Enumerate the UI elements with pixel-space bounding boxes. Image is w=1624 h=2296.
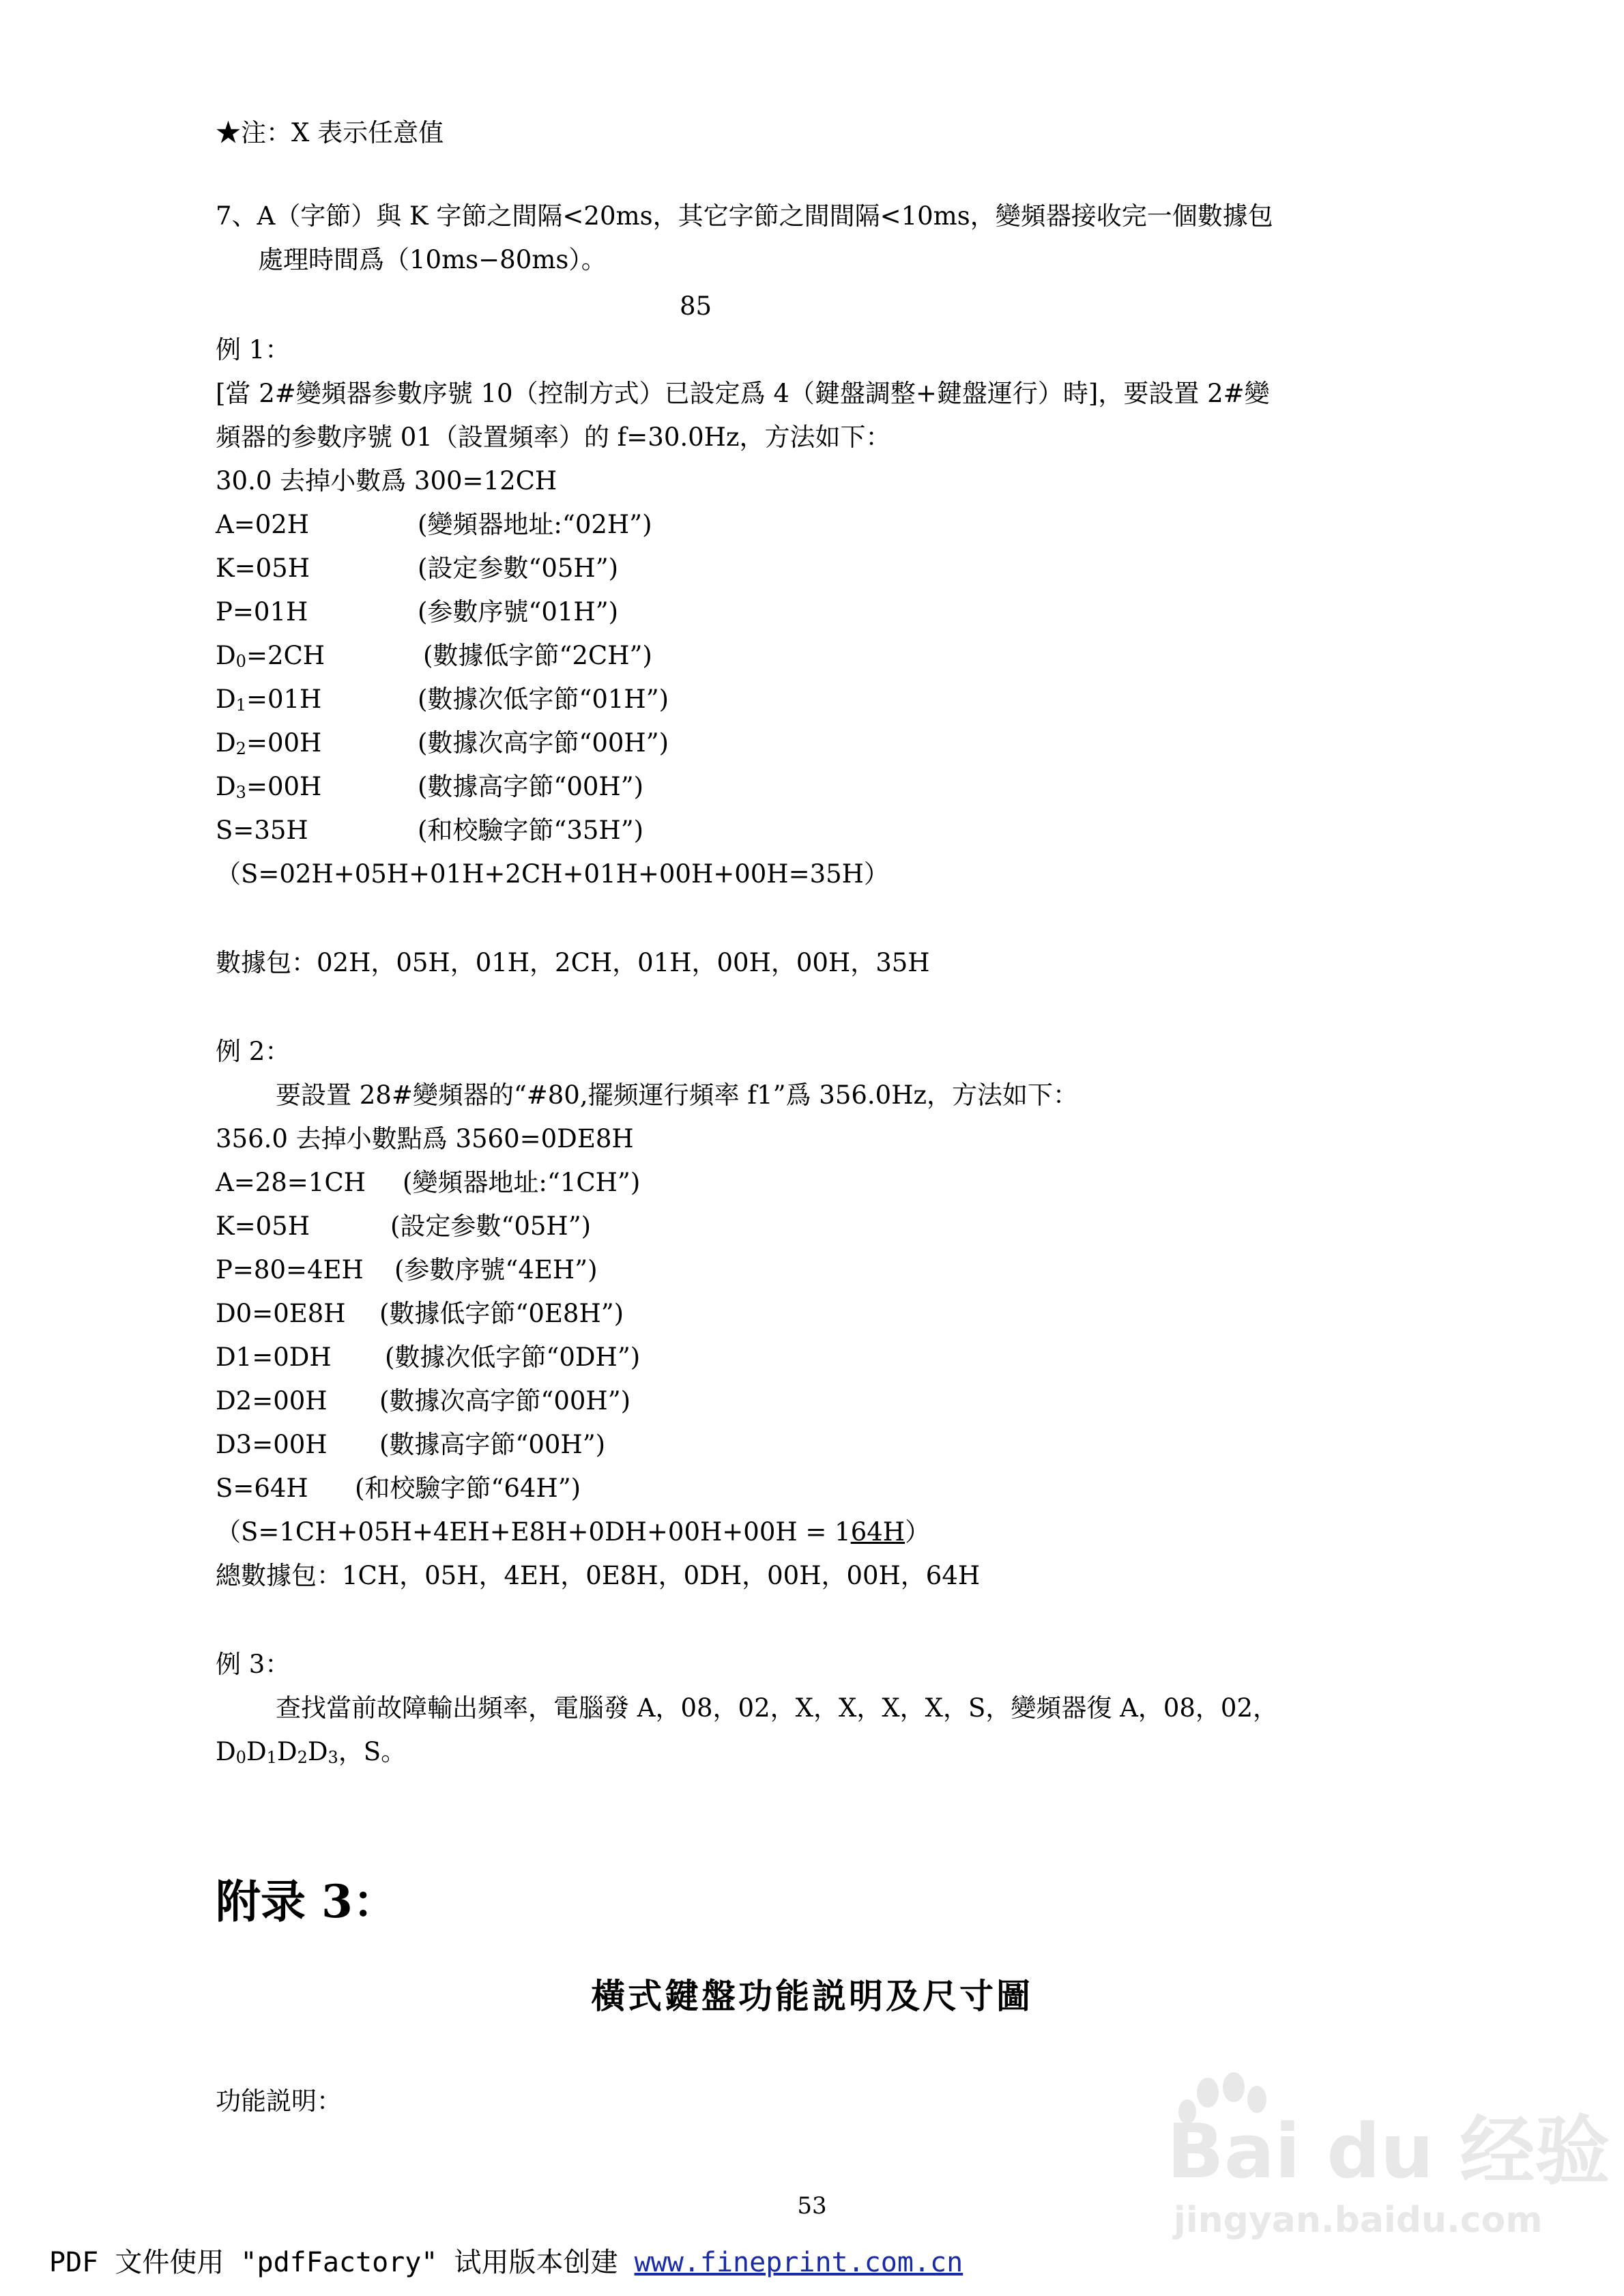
appendix-heading: 附录 3： <box>216 1875 398 1928</box>
example2-packet: 總數據包：1CH，05H，4EH，0E8H，0DH，00H，00H，64H <box>216 1561 981 1590</box>
ex2-code-d1: D1=0DH <box>216 1343 332 1372</box>
ex1-code-k: K=05H <box>216 554 310 583</box>
ex1-code-a: A=02H <box>216 510 310 539</box>
item7-line1: 7、A（字節）與 K 字節之間隔<20ms，其它字節之間間隔<10ms，變頻器接收完一個數據包 <box>216 201 1273 231</box>
example3-line1: 查找當前故障輸出頻率，電腦發 A，08，02，X，X，X，X，S，變頻器復 A，08，02， <box>276 1693 1278 1723</box>
example1-title: 例 1： <box>216 335 291 364</box>
example3-line2: $D_0D_1D_2D_3$，S。 <box>216 1737 407 1767</box>
ex2-comment-p: (参數序號“4EH”) <box>394 1255 598 1285</box>
ex2-comment-d3: (數據高字節“00H”) <box>379 1430 606 1459</box>
ex1-comment-k: (設定参數“05H”) <box>418 554 619 583</box>
ex2-comment-d2: (數據次高字節“00H”) <box>379 1386 631 1416</box>
watermark-url: jingyan.baidu.com <box>1174 2200 1543 2241</box>
ex1-code-p: P=01H <box>216 597 308 627</box>
ex1-code-d0: $D_0=2CH$ <box>216 641 325 671</box>
appendix-title: 橫式鍵盤功能説明及尺寸圖 <box>591 1976 1033 2016</box>
ex2-code-p: P=80=4EH <box>216 1255 364 1285</box>
ex1-comment-d1: (數據次低字節“01H”) <box>418 685 669 714</box>
example1-calc: 30.0 去掉小數爲 300=12CH <box>216 466 557 496</box>
ex1-comment-d2: (數據次高字節“00H”) <box>418 728 669 758</box>
ex1-comment-d0: (數據低字節“2CH”) <box>423 641 652 670</box>
page-number: 53 <box>797 2192 827 2220</box>
ex2-code-s: S=64H <box>216 1474 308 1503</box>
ex2-code-d3: D3=00H <box>216 1430 328 1459</box>
example3-title: 例 3： <box>216 1650 291 1679</box>
ex1-comment-p: (参數序號“01H”) <box>418 597 619 627</box>
ex2-comment-s: (和校驗字節“64H”) <box>355 1474 581 1503</box>
ex2-comment-a: (變頻器地址:“1CH”) <box>403 1168 641 1197</box>
example1-packet: 數據包：02H，05H，01H，2CH，01H，00H，00H，35H <box>216 948 930 977</box>
ex1-comment-d3: (數據高字節“00H”) <box>418 772 644 801</box>
ex2-comment-d0: (數據低字節“0E8H”) <box>379 1299 624 1328</box>
ex1-comment-a: (變頻器地址:“02H”) <box>418 510 652 539</box>
example1-intro-line1: [當 2#變頻器参數序號 10（控制方式）已設定爲 4（鍵盤調整+鍵盤運行）時]，要設置 2#變 <box>216 379 1270 408</box>
ex1-comment-s: (和校驗字節“35H”) <box>418 816 644 845</box>
ex1-code-d1: $D_1=01H$ <box>216 685 322 715</box>
example2-calc: 356.0 去掉小數點爲 3560=0DE8H <box>216 1124 634 1153</box>
example1-sum: （S=02H+05H+01H+2CH+01H+00H+00H=35H） <box>216 859 889 889</box>
example2-title: 例 2： <box>216 1037 291 1066</box>
ex2-code-d0: D0=0E8H <box>216 1299 346 1328</box>
pdf-footer: PDF 文件使用 "pdfFactory" 试用版本创建 www.fineprint.com.cn <box>49 2247 963 2278</box>
footer-link[interactable]: www.fineprint.com.cn <box>634 2247 963 2278</box>
function-description-label: 功能説明： <box>216 2086 342 2116</box>
ex2-code-d2: D2=00H <box>216 1386 328 1416</box>
ex1-code-d2: $D_2=00H$ <box>216 728 322 758</box>
note-line: ★注：X 表示任意值 <box>216 118 444 147</box>
sum-underlined-value: 64H <box>850 1517 905 1547</box>
example2-sum: （S=1CH+05H+4EH+E8H+0DH+00H+00H = 164H） <box>216 1517 931 1547</box>
ex2-code-k: K=05H <box>216 1211 310 1241</box>
baidu-jingyan-watermark <box>1160 2061 1610 2252</box>
item7-line2: 處理時間爲（10ms−80ms）。 <box>258 245 607 274</box>
ex2-comment-k: (設定参數“05H”) <box>390 1211 592 1241</box>
ex2-comment-d1: (數據次低字節“0DH”) <box>385 1343 641 1372</box>
ex1-code-s: S=35H <box>216 816 308 845</box>
example2-intro: 要設置 28#變頻器的“#80,擺频運行頻率 f1”爲 356.0Hz，方法如下： <box>276 1080 1078 1110</box>
watermark-brand: Bai du 经验 <box>1167 2108 1610 2195</box>
ex2-code-a: A=28=1CH <box>216 1168 366 1197</box>
ex1-code-d3: $D_3=00H$ <box>216 772 322 802</box>
page-mark: 85 <box>680 291 712 321</box>
example1-intro-line2: 頻器的参數序號 01（設置頻率）的 f=30.0Hz，方法如下： <box>216 422 891 452</box>
